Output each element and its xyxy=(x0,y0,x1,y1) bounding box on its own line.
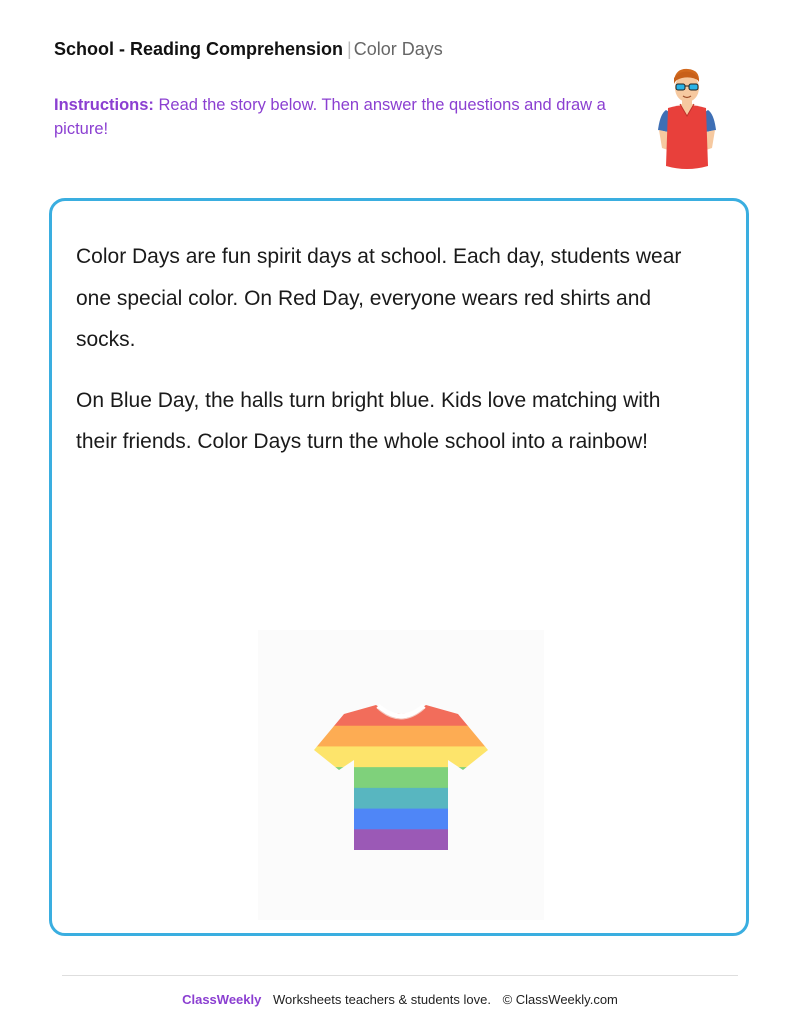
story-paragraph: Color Days are fun spirit days at school. Each day, students wear one special color. On Red Day, everyone wears red shirts and socks. xyxy=(76,245,682,351)
story-text xyxy=(76,236,696,482)
footer-brand: ClassWeekly xyxy=(182,992,262,1007)
shirt-stripe xyxy=(298,788,508,809)
story-paragraph: On Blue Day, the halls turn bright blue. Kids love matching with their friends. Color Days turn the whole school into a rainbow! xyxy=(76,388,661,453)
footer-tagline: Worksheets teachers & students love. xyxy=(272,992,491,1007)
title-separator: | xyxy=(347,39,352,59)
footer-divider xyxy=(62,975,738,976)
instructions xyxy=(54,93,614,141)
worksheet-header xyxy=(54,37,443,61)
shirt-illustration-area xyxy=(258,630,544,920)
instructions-text: Read the story below. Then answer the questions and draw a picture! xyxy=(54,96,606,138)
shirt-stripe xyxy=(298,726,508,747)
instructions-label: Instructions: xyxy=(54,96,154,114)
teacher-with-sunglasses-icon xyxy=(652,66,722,172)
shirt-stripe xyxy=(298,767,508,788)
rainbow-t-shirt-icon xyxy=(258,630,544,920)
topic-title: Color Days xyxy=(353,39,443,59)
subject-title: School - Reading Comprehension xyxy=(54,39,344,59)
footer xyxy=(0,991,800,1009)
shirt-stripe xyxy=(298,829,508,850)
footer-copyright: © ClassWeekly.com xyxy=(502,992,618,1007)
shirt-stripe xyxy=(298,746,508,767)
shirt-stripe xyxy=(298,809,508,830)
